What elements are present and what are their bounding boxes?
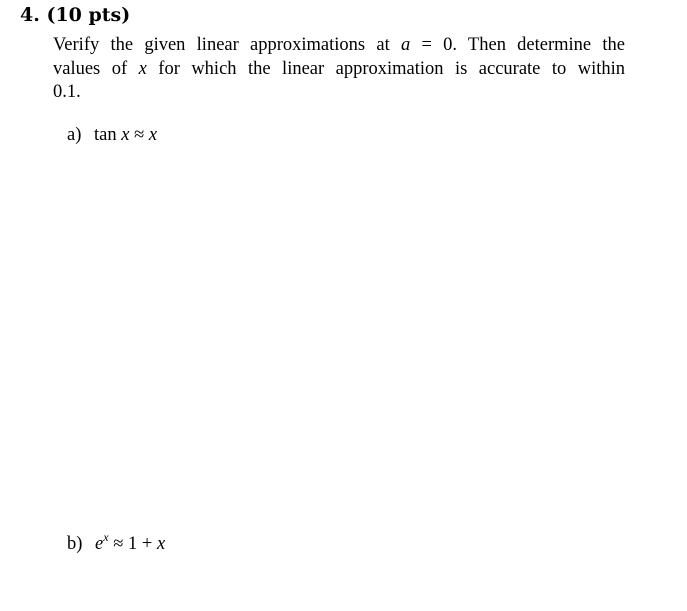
prompt-line-3 (53, 81, 625, 105)
prompt-math-var: a (400, 35, 411, 55)
part-b-exponent: x (103, 530, 109, 544)
prompt-line-2 (53, 58, 625, 82)
prompt-line-1 (53, 34, 625, 58)
problem-prompt (53, 34, 625, 105)
prompt-math-var: x (138, 58, 147, 79)
problem-header: 4. (10 pts) (20, 4, 131, 26)
prompt-text: 0.1. (53, 82, 81, 102)
prompt-text: for which the linear approximation is accurate to within (146, 58, 625, 79)
prompt-text: values of (53, 58, 139, 79)
part-b-label: b) (67, 534, 83, 554)
prompt-text: Verify the given linear approximations at (53, 35, 401, 55)
part-b-approx-symbol: ≈ (113, 534, 124, 554)
part-a-rhs: x (148, 125, 158, 145)
part-a-func: tan (94, 125, 117, 145)
part-b (67, 530, 166, 556)
part-b-rhs-const: 1 + (128, 534, 157, 554)
part-b-base: e (95, 534, 104, 554)
part-a (67, 124, 157, 146)
part-a-approx-symbol: ≈ (134, 125, 145, 145)
part-a-label: a) (67, 125, 82, 145)
prompt-text: = 0. Then determine the (410, 35, 625, 55)
part-a-var: x (121, 125, 130, 145)
part-b-rhs-var: x (156, 534, 166, 554)
